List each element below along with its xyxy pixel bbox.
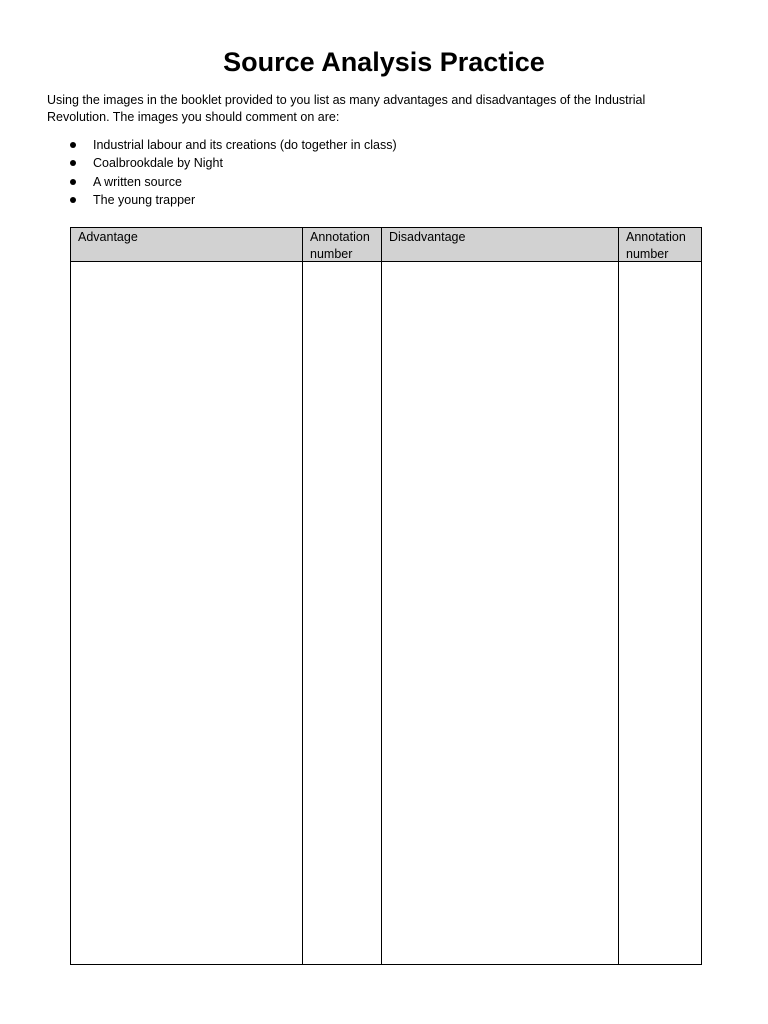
bullet-icon <box>70 197 76 203</box>
annotation-number-cell-1[interactable] <box>303 262 381 964</box>
bullet-icon <box>70 142 76 148</box>
list-item-text: The young trapper <box>93 192 196 207</box>
annotation-number-cell-2[interactable] <box>619 262 701 964</box>
list-item-text: Industrial labour and its creations (do together in class) <box>93 138 397 152</box>
disadvantage-cell[interactable] <box>382 262 618 964</box>
header-annotation-number-1: Annotation number <box>310 230 370 261</box>
bullet-icon <box>70 160 76 166</box>
list-item <box>70 136 397 154</box>
header-disadvantage: Disadvantage <box>389 230 466 244</box>
list-item <box>70 173 397 191</box>
image-list <box>70 136 397 209</box>
bullet-icon <box>70 179 76 185</box>
advantage-cell[interactable] <box>71 262 302 964</box>
list-item-text: A written source <box>93 174 182 189</box>
header-advantage: Advantage <box>78 230 138 244</box>
page-title: Source Analysis Practice <box>223 47 545 77</box>
intro-paragraph: Using the images in the booklet provided to you list as many advantages and disadvantages of the Industrial Revolution. The images you should comment on are: <box>47 93 646 124</box>
list-item <box>70 154 397 172</box>
analysis-table <box>70 227 702 965</box>
header-annotation-number-2: Annotation number <box>626 230 686 261</box>
list-item-text: Coalbrookdale by Night <box>93 156 223 171</box>
list-item <box>70 191 397 209</box>
